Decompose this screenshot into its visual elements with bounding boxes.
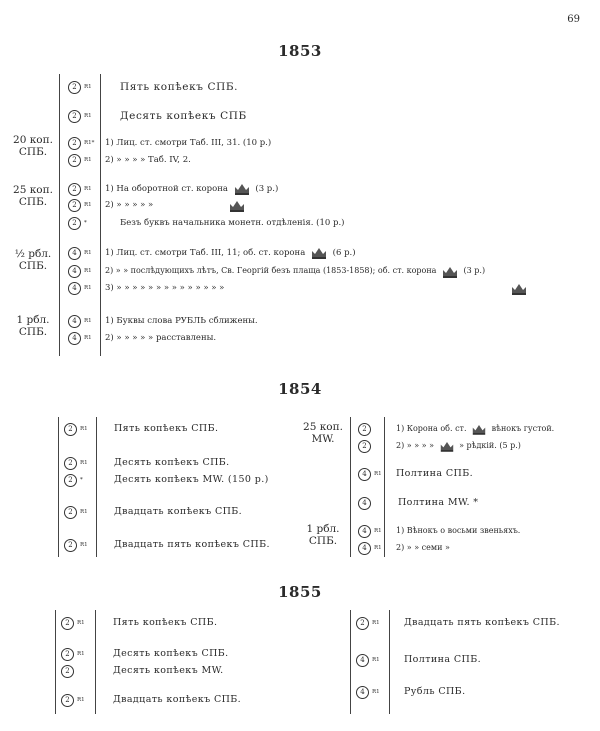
- crown-icon: [233, 182, 251, 195]
- rarity-circle: 2: [68, 183, 81, 196]
- year-heading-1854: 1854: [278, 380, 322, 398]
- crown-icon: [439, 440, 455, 452]
- column-rule: [96, 417, 97, 557]
- column-rule: [58, 417, 59, 557]
- rarity-circle: 2: [68, 137, 81, 150]
- column-rule: [95, 610, 96, 714]
- rarity-circle: 2: [64, 539, 77, 552]
- crown-icon: [471, 423, 487, 435]
- rarity-circle: 2: [61, 665, 74, 678]
- rarity-circle: 2: [61, 648, 74, 661]
- rarity-circle: 2: [356, 617, 369, 630]
- crown-icon: [310, 246, 328, 259]
- column-rule: [350, 417, 351, 557]
- rarity-circle: 2: [61, 617, 74, 630]
- year-heading-1853: 1853: [278, 42, 322, 60]
- column-rule: [55, 610, 56, 714]
- rarity-circle: 2: [68, 110, 81, 123]
- rarity-circle: 2: [64, 474, 77, 487]
- rarity-circle: 4: [68, 247, 81, 260]
- denomination-label-1-rouble: 1 рбл. СПБ.: [306, 523, 340, 547]
- rarity-circle: 2: [68, 154, 81, 167]
- crown-icon: [228, 199, 246, 212]
- column-rule: [384, 417, 385, 557]
- column-rule: [59, 74, 60, 356]
- rarity-circle: 4: [356, 686, 369, 699]
- rarity-circle: 2: [61, 694, 74, 707]
- rarity-circle: 2: [358, 440, 371, 453]
- rarity-circle: 2: [64, 423, 77, 436]
- rarity-circle: 2: [68, 199, 81, 212]
- rarity-circle: 2: [358, 423, 371, 436]
- column-rule: [389, 610, 390, 714]
- crown-icon: [510, 282, 528, 295]
- rarity-circle: 4: [356, 654, 369, 667]
- rarity-circle: 4: [358, 497, 371, 510]
- denomination-label-25kop: 25 коп. MW.: [303, 421, 343, 445]
- rarity-circle: 4: [358, 542, 371, 555]
- denomination-label-1-rouble: 1 рбл. СПБ.: [16, 314, 50, 338]
- rarity-circle: 2: [64, 506, 77, 519]
- rarity-circle: 4: [68, 315, 81, 328]
- column-rule: [350, 610, 351, 714]
- year-heading-1855: 1855: [278, 583, 322, 601]
- rarity-circle: 4: [68, 265, 81, 278]
- rarity-circle: 4: [358, 468, 371, 481]
- crown-icon: [441, 265, 459, 278]
- rarity-circle: 2: [64, 457, 77, 470]
- page-number: 69: [567, 14, 580, 25]
- rarity-circle: 4: [68, 282, 81, 295]
- rarity-circle: 4: [358, 525, 371, 538]
- rarity-circle: 4: [68, 332, 81, 345]
- denomination-label-half-rouble: ½ рбл. СПБ.: [14, 248, 52, 272]
- rarity-circle: 2: [68, 81, 81, 94]
- column-rule: [100, 74, 101, 356]
- rarity-circle: 2: [68, 217, 81, 230]
- denomination-label-20kop: 20 коп. СПБ.: [13, 134, 53, 158]
- denomination-label-25kop: 25 коп. СПБ.: [13, 184, 53, 208]
